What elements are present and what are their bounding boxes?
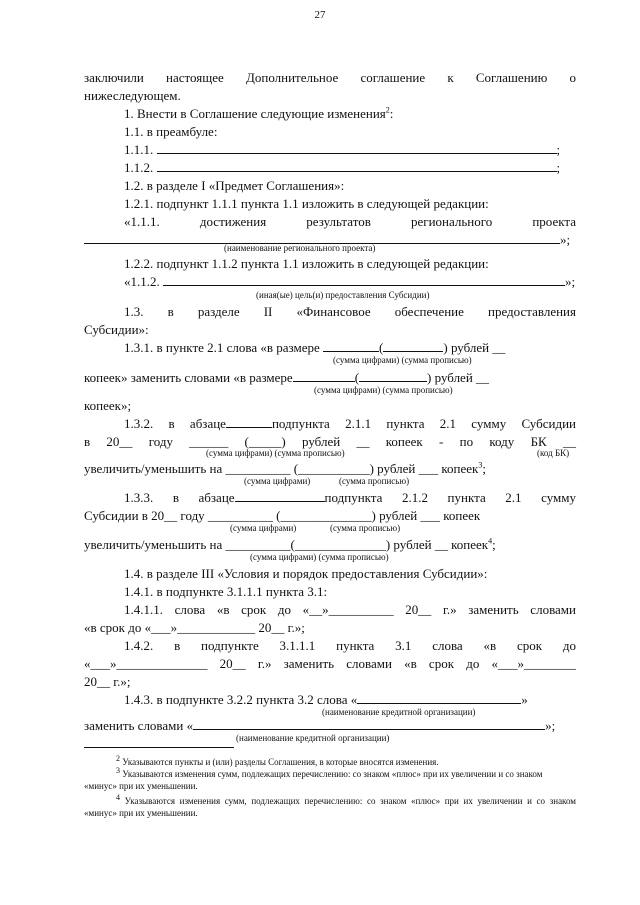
- blank-line: [293, 370, 355, 382]
- blank-line: [359, 370, 427, 382]
- item-1-3-3-text: 1.3.3. в абзаце: [124, 490, 235, 505]
- caption-sum-words-5: (сумма прописью): [330, 523, 401, 533]
- footnote-ref-2: 2: [385, 105, 390, 115]
- caption-regional-project: (наименование регионального проекта): [224, 243, 376, 253]
- item-1-2: 1.2. в разделе I «Предмет Соглашения»:: [124, 178, 345, 193]
- item-1-3-2-text: 1.3.2. в абзаце: [124, 416, 226, 431]
- footnote-4-mark: 4: [116, 793, 120, 802]
- text-line-2: нижеследующем.: [84, 88, 181, 103]
- quote-label: «1.1.2.: [124, 274, 160, 289]
- item-1-3-3-cont: Субсидии в 20__ году __________ (______________) рублей ___ копеек: [84, 508, 481, 523]
- item-1-3-1-cont: [84, 370, 576, 386]
- footnote-ref-3: 3: [478, 460, 483, 470]
- blank-line: [157, 160, 557, 172]
- blank-line: [226, 416, 272, 428]
- text-line-1: заключили настоящее Дополнительное соглашение к Соглашению о: [84, 70, 576, 85]
- footnote-2-mark: 2: [116, 754, 120, 763]
- item-1-1-1-quote: «1.1.1. достижения результатов регионального проекта: [124, 214, 576, 229]
- footnote-2: [84, 756, 576, 768]
- caption-bk-code: (код БК): [537, 448, 570, 458]
- item-1-4-2-end: 20__ г.»;: [84, 674, 131, 689]
- item-1-4: 1.4. в разделе III «Условия и порядок предоставления Субсидии»:: [124, 566, 488, 581]
- item-1-4-3-end: »: [521, 692, 528, 707]
- item-1-3-3-tail: подпункта 2.1.2 пункта 2.1 сумму: [324, 490, 576, 505]
- item-1-4-3: [124, 692, 576, 708]
- item-1-1-2-quote: [124, 274, 576, 290]
- blank-line: [163, 274, 565, 286]
- item-1-4-1-1: 1.4.1.1. слова «в срок до «__»__________ 20__ г.» заменить словами: [124, 602, 576, 617]
- item-1-3: 1.3. в разделе II «Финансовое обеспечение предоставления: [124, 304, 576, 319]
- item-1-end: :: [389, 106, 394, 121]
- item-1-3-2-change: [84, 461, 576, 477]
- change-end: ;: [492, 537, 496, 552]
- item-1-3-1-end: копеек»;: [84, 398, 132, 413]
- change-text: увеличить/уменьшить на __________(______________) рублей __ копеек: [84, 537, 489, 552]
- item-1-4-1-1-cont: «в срок до «___»____________ 20__ г.»;: [84, 620, 305, 635]
- blank-line: [157, 142, 557, 154]
- blank-line: [323, 340, 379, 352]
- item-1-4-2-cont: «___»______________ 20__ г.» заменить словами «в срок до «___»________: [84, 656, 576, 671]
- item-1-3-2-cont: в 20__ году ______ (_____) рублей __ копеек - по коду БК __: [84, 434, 576, 449]
- footnote-4: [84, 795, 576, 819]
- footnote-ref-4: 4: [488, 536, 493, 546]
- caption-sum-3: (сумма цифрами) (сумма прописью): [206, 448, 345, 458]
- item-1-4-2: 1.4.2. в подпункте 3.1.1.1 пункта 3.1 слова «в срок до: [124, 638, 576, 653]
- footnote-3-mark: 3: [116, 766, 120, 775]
- item-1-4-3-cont-text: заменить словами «: [84, 718, 194, 733]
- item-1-3-2: [124, 416, 576, 432]
- item-1-4-3-cont: [84, 718, 576, 734]
- item-1-2-1: 1.2.1. подпункт 1.1.1 пункта 1.1 изложить в следующей редакции:: [124, 196, 489, 211]
- caption-credit-org-1: (наименование кредитной организации): [322, 707, 476, 717]
- caption-other-goals: (иная(ые) цель(и) предоставления Субсидии): [256, 290, 430, 300]
- item-1-3-1-tail: ) рублей __: [443, 340, 506, 355]
- change-text: увеличить/уменьшить на __________ (___________) рублей ___ копеек: [84, 461, 479, 476]
- blank-line: [193, 718, 545, 730]
- item-1-4-3-cont-end: »;: [545, 718, 556, 733]
- footnote-3: [84, 768, 576, 792]
- footnote-4-text: Указываются изменения сумм, подлежащих перечислению: со знаком «плюс» при их увеличении и со знаком «минус» при их уменьшении.: [84, 796, 576, 818]
- item-1: [124, 106, 576, 122]
- item-1-text: 1. Внести в Соглашение следующие изменения: [124, 106, 386, 121]
- caption-sum-6: (сумма цифрами) (сумма прописью): [250, 552, 389, 562]
- blank-line: [383, 340, 443, 352]
- caption-sum-2: (сумма цифрами) (сумма прописью): [314, 385, 453, 395]
- blank-line: [235, 490, 325, 502]
- caption-sum-digits-5: (сумма цифрами): [230, 523, 297, 533]
- quote-end: »;: [560, 232, 571, 247]
- quote-end: »;: [565, 274, 576, 289]
- item-1-2-2: 1.2.2. подпункт 1.1.2 пункта 1.1 изложить в следующей редакции:: [124, 256, 489, 271]
- item-1-1-1-end: ;: [556, 142, 561, 157]
- caption-sum-digits-4: (сумма цифрами): [244, 476, 311, 486]
- footnote-2-text: Указываются пункты и (или) разделы Соглашения, в которые вносятся изменения.: [122, 757, 439, 767]
- blank-line: [357, 692, 521, 704]
- item-1-3-2-tail: подпункта 2.1.1 пункта 2.1 сумму Субсидии: [271, 416, 577, 431]
- item-1-1-2: [124, 160, 576, 176]
- item-1-4-3-text: 1.4.3. в подпункте 3.2.2 пункта 3.2 слова «: [124, 692, 358, 707]
- footnote-3-text: Указываются изменения сумм, подлежащих перечислению: со знаком «плюс» при их увеличении и со знаком «минус» при их уменьшении.: [84, 769, 543, 791]
- item-1-1-1-label: 1.1.1.: [124, 142, 154, 157]
- item-1-3-3: [124, 490, 576, 506]
- item-1-3-cont: Субсидии»:: [84, 322, 149, 337]
- item-1-3-3-change: [84, 537, 576, 553]
- caption-sum-1: (сумма цифрами) (сумма прописью): [333, 355, 472, 365]
- item-1-1-1: [124, 142, 576, 158]
- item-1-3-1-text: 1.3.1. в пункте 2.1 слова «в размере: [124, 340, 320, 355]
- item-1-1-2-end: ;: [556, 160, 561, 175]
- item-1-1: 1.1. в преамбуле:: [124, 124, 218, 139]
- item-1-3-1: [124, 340, 576, 356]
- paren-open: (: [379, 340, 384, 355]
- item-1-1-2-label: 1.1.2.: [124, 160, 154, 175]
- item-1-3-1-cont-text: копеек» заменить словами «в размере: [84, 370, 293, 385]
- page-number: 27: [314, 9, 326, 21]
- change-end: ;: [482, 461, 486, 476]
- footnote-divider: [84, 747, 234, 748]
- item-1-4-1: 1.4.1. в подпункте 3.1.1.1 пункта 3.1:: [124, 584, 328, 599]
- paren-open: (: [354, 370, 360, 385]
- caption-credit-org-2: (наименование кредитной организации): [236, 733, 390, 743]
- item-1-3-1-cont-tail: ) рублей __: [427, 370, 490, 385]
- caption-sum-words-4: (сумма прописью): [339, 476, 410, 486]
